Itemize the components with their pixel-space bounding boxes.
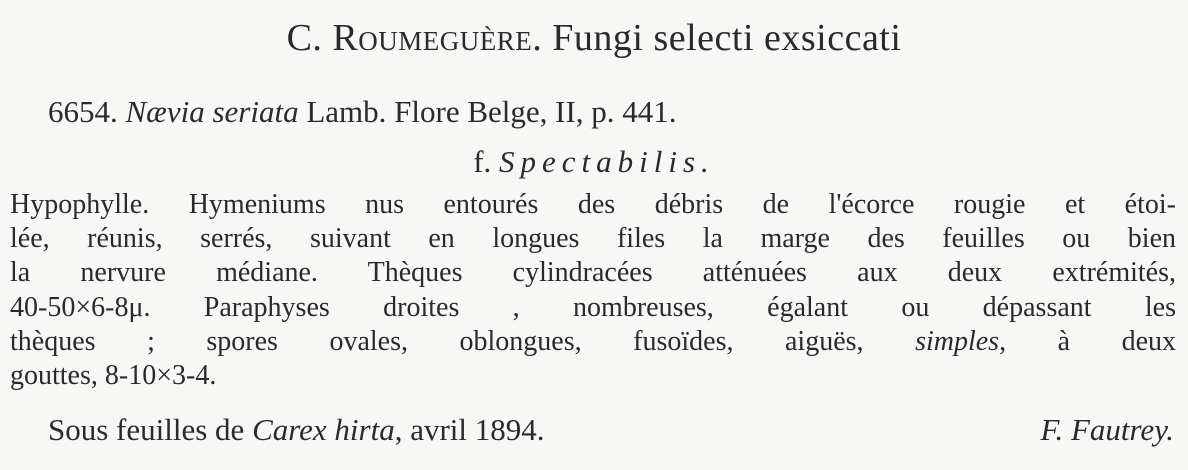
collector-name: F. Fautrey. (1040, 412, 1174, 447)
author-name: C. Roumeguère. (286, 17, 543, 59)
description-line: 40-50×6-8μ. Paraphyses droites , nombreuses, égalant ou dépassant les (10, 291, 1176, 323)
description (10, 188, 1176, 393)
specimen-entry (48, 94, 677, 130)
label-title (0, 16, 1188, 60)
taxon-name: Nævia seriata (125, 94, 299, 129)
host-name: Carex hirta (252, 412, 395, 447)
description-text: , à deux (999, 325, 1176, 357)
specimen-number: 6654. (48, 94, 118, 129)
forma-prefix: f. (473, 144, 492, 179)
series-title: Fungi selecti exsiccati (552, 17, 902, 59)
forma-line (0, 144, 1188, 180)
description-line: lée, réunis, serrés, suivant en longues files la marge des feuilles ou bien (10, 223, 1176, 255)
host-prefix: Sous feuilles de (48, 412, 245, 447)
description-line: Hypophylle. Hymeniums nus entourés des débris de l'écorce rougie et étoi- (10, 189, 1176, 220)
description-line (10, 325, 1176, 359)
description-text: thèques ; spores ovales, oblongues, fusoïdes, aiguës, (10, 325, 864, 357)
description-line: la nervure médiane. Thèques cylindracées atténuées aux deux extrémités, (10, 257, 1176, 289)
collection-date: , avril 1894. (394, 412, 545, 447)
description-line: gouttes, 8-10×3-4. (10, 359, 217, 391)
footer (48, 412, 1174, 448)
collection-info (48, 412, 545, 448)
taxon-citation: Lamb. Flore Belge, II, p. 441. (306, 94, 677, 129)
description-italic: simples (915, 325, 1000, 357)
forma-name: Spectabilis. (499, 144, 715, 179)
